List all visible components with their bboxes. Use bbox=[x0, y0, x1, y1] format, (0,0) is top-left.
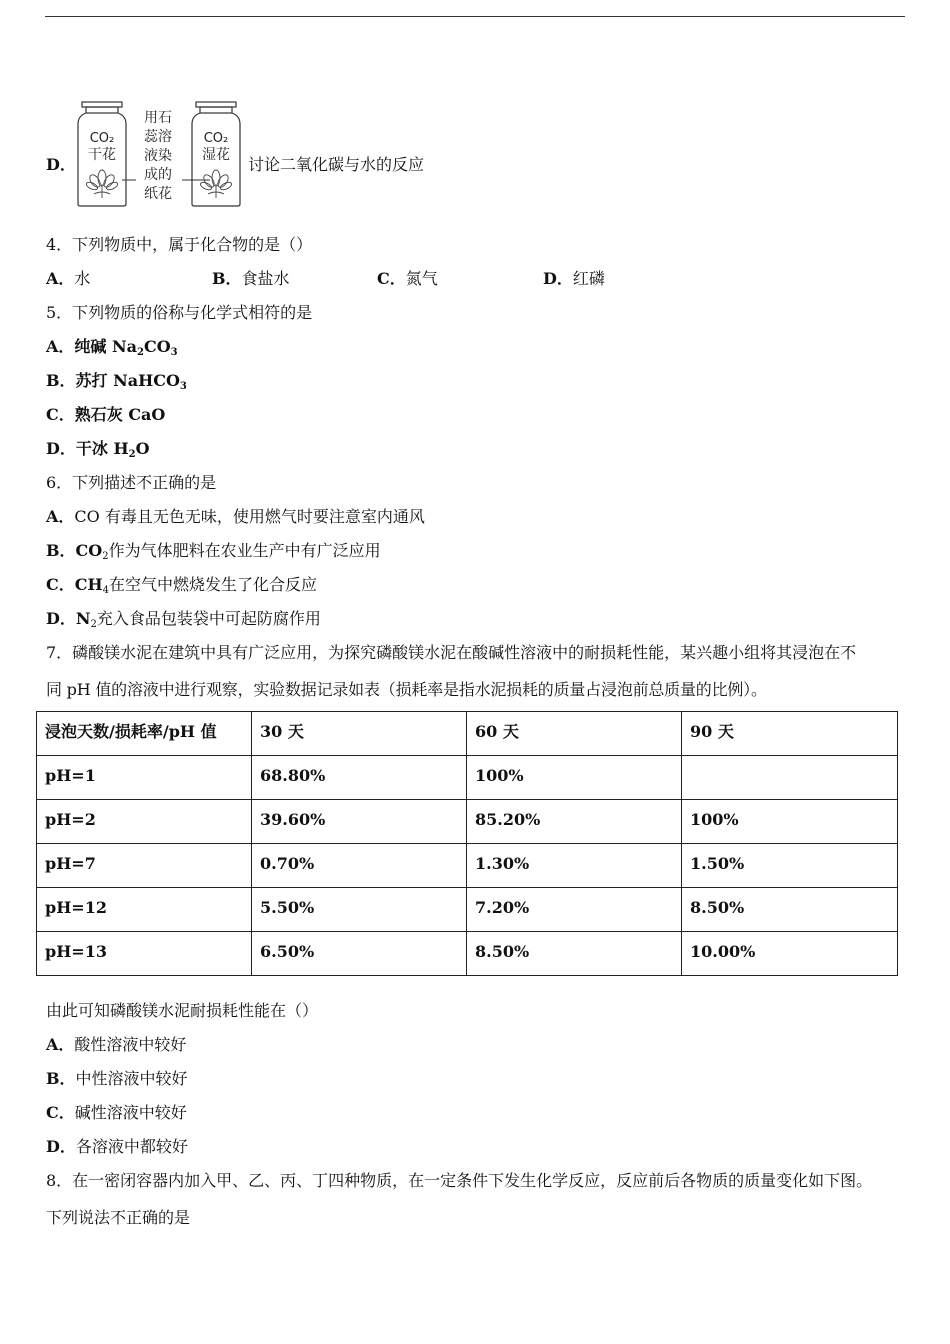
table-cell: pH=2 bbox=[37, 800, 252, 844]
q5-option-a: A．纯碱 $Na_2CO_3$ bbox=[46, 337, 178, 358]
table-cell: 5.50% bbox=[252, 888, 467, 932]
table-row bbox=[37, 800, 898, 844]
q6-option-a: A．CO 有毒且无色无味，使用燃气时要注意室内通风 bbox=[46, 507, 425, 526]
q4-option-a-label: A． bbox=[46, 269, 75, 288]
bottle-dry-flower bbox=[78, 102, 136, 206]
svg-text:成的: 成的 bbox=[144, 167, 172, 183]
q6-stem: 6．下列描述不正确的是 bbox=[46, 473, 217, 492]
q4-options bbox=[46, 269, 746, 289]
table-row bbox=[37, 756, 898, 800]
q3-option-d-caption: 讨论二氧化碳与水的反应 bbox=[248, 155, 425, 174]
q5-option-b: B．苏打 NaHCO$_3$ bbox=[46, 371, 187, 392]
bottle1-flower-text: 干花 bbox=[88, 147, 116, 163]
flower-icon bbox=[85, 170, 118, 198]
table-cell: 6.50% bbox=[252, 932, 467, 976]
q4-option-d-text: 红磷 bbox=[572, 269, 605, 288]
bottle1-co2-text: CO₂ bbox=[89, 131, 115, 146]
table-cell: 0.70% bbox=[252, 844, 467, 888]
bottles-illustration bbox=[70, 96, 250, 214]
q7-stem-line1: 7．磷酸镁水泥在建筑中具有广泛应用，为探究磷酸镁水泥在酸碱性溶液中的耐损耗性能，某兴趣小组将其浸泡在不 bbox=[46, 643, 857, 662]
q7-option-c: C．碱性溶液中较好 bbox=[46, 1103, 187, 1122]
table-header-row bbox=[37, 712, 898, 756]
table-cell: 39.60% bbox=[252, 800, 467, 844]
table-cell: 8.50% bbox=[467, 932, 682, 976]
table-cell: 1.50% bbox=[682, 844, 898, 888]
q3-option-d-figure bbox=[46, 96, 466, 214]
q7-stem-line2: 同 pH 值的溶液中进行观察，实验数据记录如表（损耗率是指水泥损耗的质量占浸泡前总质量的比例）。 bbox=[46, 680, 767, 699]
q5-stem: 5．下列物质的俗称与化学式相符的是 bbox=[46, 303, 313, 322]
table-row bbox=[37, 932, 898, 976]
bottle-wet-flower bbox=[192, 102, 240, 206]
q8-stem-line2: 下列说法不正确的是 bbox=[46, 1208, 191, 1227]
table-row bbox=[37, 888, 898, 932]
q6-option-d: D．$N_2$充入食品包装袋中可起防腐作用 bbox=[46, 609, 321, 630]
table-cell: 10.00% bbox=[682, 932, 898, 976]
table-cell: 7.20% bbox=[467, 888, 682, 932]
table-header-cell: 浸泡天数/损耗率/pH 值 bbox=[37, 712, 252, 756]
bottle2-co2-text: CO₂ bbox=[203, 131, 229, 146]
table-cell: pH=13 bbox=[37, 932, 252, 976]
table-cell: 100% bbox=[467, 756, 682, 800]
table-cell: 8.50% bbox=[682, 888, 898, 932]
table-header-cell: 90 天 bbox=[682, 712, 898, 756]
q6-option-b: B．$CO_2$作为气体肥料在农业生产中有广泛应用 bbox=[46, 541, 381, 562]
q3-option-d-label: D． bbox=[46, 155, 76, 174]
q4-option-d-label: D． bbox=[543, 269, 573, 288]
q6-option-c: C．$CH_4$在空气中燃烧发生了化合反应 bbox=[46, 575, 317, 596]
q4-option-b-label: B． bbox=[212, 269, 242, 288]
table-cell: pH=12 bbox=[37, 888, 252, 932]
q8-stem-line1: 8．在一密闭容器内加入甲、乙、丙、丁四种物质，在一定条件下发生化学反应，反应前后各物质的质量变化如下图。 bbox=[46, 1171, 873, 1190]
q4-option-c-label: C． bbox=[377, 269, 406, 288]
table-cell: 68.80% bbox=[252, 756, 467, 800]
table-header-cell: 30 天 bbox=[252, 712, 467, 756]
q5-option-c: C．熟石灰 CaO bbox=[46, 405, 166, 424]
header-rule bbox=[45, 16, 905, 17]
bottle2-flower-text: 湿花 bbox=[202, 147, 230, 163]
q4-option-a-text: 水 bbox=[74, 269, 91, 288]
q5-option-d: D．干冰 $H_2O$ bbox=[46, 439, 150, 460]
table-cell bbox=[682, 756, 898, 800]
table-cell: 100% bbox=[682, 800, 898, 844]
svg-text:用石: 用石 bbox=[144, 110, 172, 126]
svg-text:液染: 液染 bbox=[144, 148, 172, 164]
annotation-text bbox=[144, 110, 172, 202]
table-cell: pH=1 bbox=[37, 756, 252, 800]
table-header-cell: 60 天 bbox=[467, 712, 682, 756]
svg-text:蕊溶: 蕊溶 bbox=[144, 129, 172, 145]
flower-icon bbox=[199, 170, 232, 198]
q7-option-d: D．各溶液中都较好 bbox=[46, 1137, 188, 1156]
table-cell: pH=7 bbox=[37, 844, 252, 888]
q4-option-b-text: 食盐水 bbox=[241, 269, 290, 288]
q7-question: 由此可知磷酸镁水泥耐损耗性能在（） bbox=[46, 1001, 319, 1020]
q7-option-b: B．中性溶液中较好 bbox=[46, 1069, 188, 1088]
q4-stem: 4．下列物质中，属于化合物的是（） bbox=[46, 235, 313, 254]
q7-data-table bbox=[36, 711, 898, 976]
table-row bbox=[37, 844, 898, 888]
table-cell: 85.20% bbox=[467, 800, 682, 844]
svg-text:纸花: 纸花 bbox=[144, 186, 172, 202]
q7-option-a: A．酸性溶液中较好 bbox=[46, 1035, 187, 1054]
table-cell: 1.30% bbox=[467, 844, 682, 888]
q4-option-c-text: 氮气 bbox=[405, 269, 438, 288]
